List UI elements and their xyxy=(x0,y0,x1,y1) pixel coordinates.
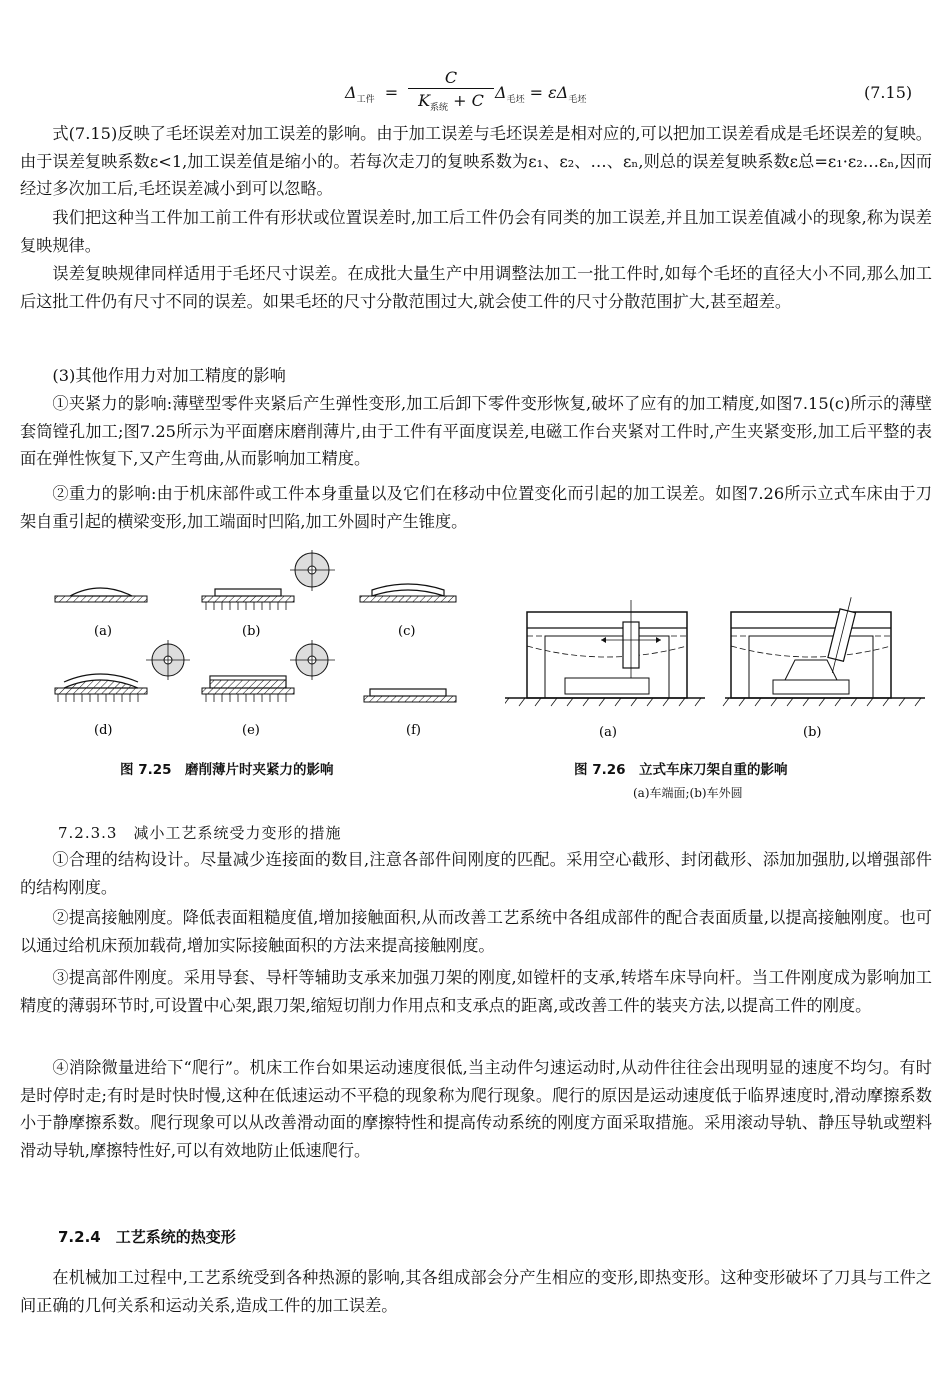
label-c: (c) xyxy=(398,624,416,639)
sub-figure-b xyxy=(202,550,335,639)
figure-7-26-caption: 图 7.26 立式车床刀架自重的影响 xyxy=(574,762,788,778)
sub-figure-c xyxy=(360,584,456,639)
sub-figure-f xyxy=(364,689,456,738)
figure-7-26-diagram xyxy=(505,588,925,748)
paragraph-structure-design: ①合理的结构设计。尽量减少连接面的数目,注意各部件间刚度的匹配。采用空心截形、封闭截形、添加加强肋,以增强部件的结构刚度。 xyxy=(20,850,932,897)
equation-fraction xyxy=(408,68,494,113)
sub-figure-a xyxy=(55,588,147,639)
paragraph-other-forces-heading: (3)其他作用力对加工精度的影响 xyxy=(52,366,286,385)
section-7-2-3-3-heading: 7.2.3.3 减小工艺系统受力变形的措施 xyxy=(58,824,342,842)
paragraph-clamping-force: ①夹紧力的影响:薄壁型零件夹紧后产生弹性变形,加工后卸下零件变形恢复,破坏了应有的加工精度,如图7.15(c)所示的薄壁套筒镗孔加工;图7.25所示为平面磨床磨削薄片,由于工件有平面度误差,电磁工作台夹紧对工件时,产生夹紧变形,加工后平整的表面在弹性恢复下,又产生弯曲,从而影响加工精度。 xyxy=(20,394,932,469)
label-a: (a) xyxy=(94,624,112,639)
figure-7-25-diagram xyxy=(40,550,480,750)
paragraph-reflection-law: 我们把这种当工件加工前工件有形状或位置误差时,加工后工件仍会有同类的加工误差,并且加工误差值减小的现象,称为误差复映规律。 xyxy=(20,208,932,255)
paragraph-error-reflection: 式(7.15)反映了毛坯误差对加工误差的影响。由于加工误差与毛坯误差是相对应的,可以把加工误差看成是毛坯误差的复映。由于误差复映系数ε<1,加工误差值是缩小的。若每次走刀的复映系数为ε₁、ε₂、…、εₙ,则总的误差复映系数ε总=ε₁·ε₂…εₙ,因而经过多次加工后,毛坯误差减小到可以忽略。 xyxy=(20,124,932,199)
equation-lhs: $\Delta_{工件}$ = xyxy=(345,83,399,106)
equation-denominator: $K_{系统} + C$ xyxy=(418,91,484,114)
sub-figure-d xyxy=(55,640,190,738)
label-e: (e) xyxy=(242,723,260,738)
equation-numerator: C xyxy=(408,68,494,89)
figure-7-25-caption: 图 7.25 磨削薄片时夹紧力的影响 xyxy=(120,762,334,778)
sub-figure-e xyxy=(202,640,335,738)
paragraph-size-error: 误差复映规律同样适用于毛坯尺寸误差。在成批大量生产中用调整法加工一批工件时,如每个毛坯的直径大小不同,那么加工后这批工件仍有尺寸不同的误差。如果毛坯的尺寸分散范围过大,就会使工件的尺寸分散范围扩大,甚至超差。 xyxy=(20,264,932,311)
label-b-outer-circle: (b) xyxy=(803,725,822,740)
paragraph-gravity: ②重力的影响:由于机床部件或工件本身重量以及它们在移动中位置变化而引起的加工误差。如图7.26所示立式车床由于刀架自重引起的横梁变形,加工端面时凹陷,加工外圆时产生锥度。 xyxy=(20,484,932,531)
paragraph-thermal-deformation: 在机械加工过程中,工艺系统受到各种热源的影响,其各组成部会分产生相应的变形,即热变形。这种变形破坏了刀具与工件之间正确的几何关系和运动关系,造成工件的加工误差。 xyxy=(20,1268,932,1315)
paragraph-contact-stiffness: ②提高接触刚度。降低表面粗糙度值,增加接触面积,从而改善工艺系统中各组成部件的配合表面质量,以提高接触刚度。也可以通过给机床预加载荷,增加实际接触面积的方法来提高接触刚度。 xyxy=(20,908,932,955)
section-7-2-4-heading: 7.2.4 工艺系统的热变形 xyxy=(58,1228,236,1246)
label-f: (f) xyxy=(406,723,421,738)
equation-7-15 xyxy=(0,66,950,116)
sub-figure-a-end-face xyxy=(505,600,705,740)
figure-7-26-subcaption: (a)车端面;(b)车外圆 xyxy=(633,786,743,800)
paragraph-component-stiffness: ③提高部件刚度。采用导套、导杆等辅助支承来加强刀架的刚度,如镗杆的支承,转塔车床导向杆。当工件刚度成为影响加工精度的薄弱环节时,可设置中心架,跟刀架,缩短切削力作用点和支承点的距离,或改善工件的装夹方法,以提高工件的刚度。 xyxy=(20,968,932,1015)
paragraph-crawling: ④消除微量进给下“爬行”。机床工作台如果运动速度很低,当主动件匀速运动时,从动件往往会出现明显的速度不均匀。有时是时停时走;有时是时快时慢,这种在低速运动不平稳的现象称为爬行现象。爬行的原因是运动速度低于临界速度时,滑动摩擦系数小于静摩擦系数。爬行现象可以从改善滑动面的摩擦特性和提高传动系统的刚度方面采取措施。采用滚动导轨、静压导轨或塑料滑动导轨,摩擦特性好,可以有效地防止低速爬行。 xyxy=(20,1058,932,1160)
label-d: (d) xyxy=(94,723,113,738)
label-a-end-face: (a) xyxy=(599,725,617,740)
equation-rhs: $\Delta_{毛坯} = \varepsilon\Delta_{毛坯}$ xyxy=(495,83,587,106)
label-b: (b) xyxy=(242,624,261,639)
equation-number: (7.15) xyxy=(864,83,913,102)
sub-figure-b-outer-circle xyxy=(723,595,925,740)
